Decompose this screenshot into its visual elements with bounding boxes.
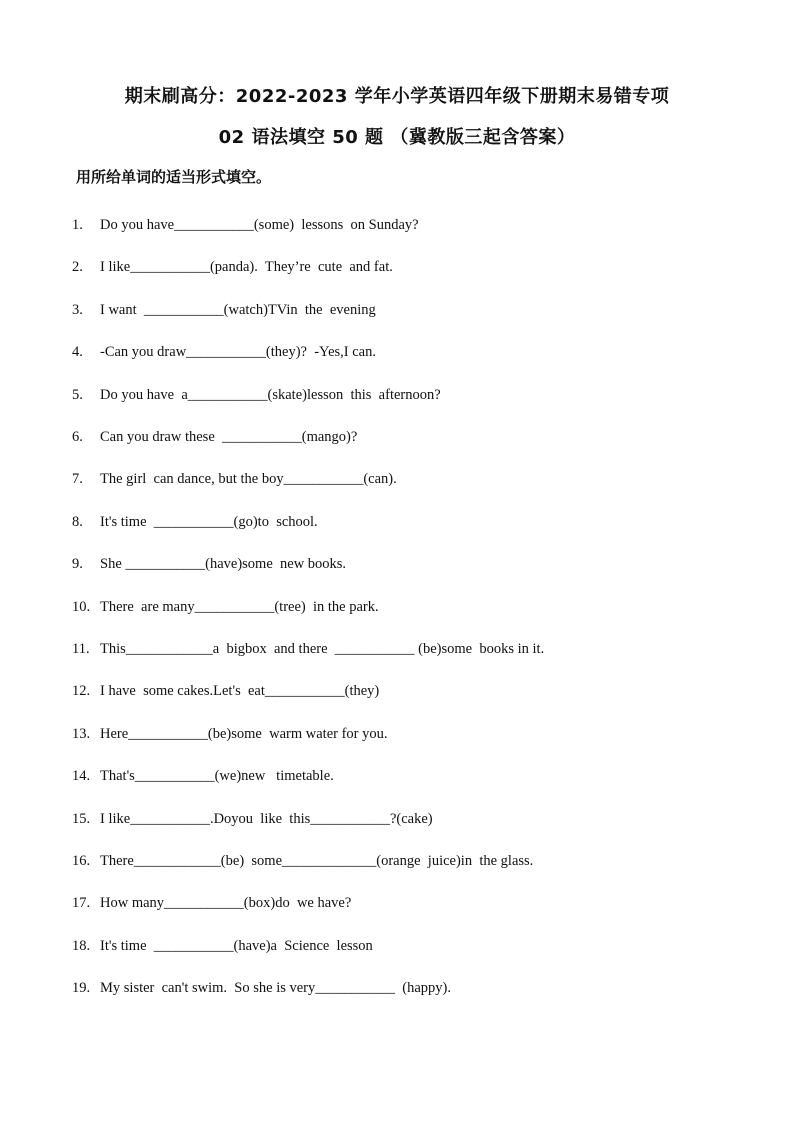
question-number: 17. bbox=[72, 895, 91, 911]
question-number: 15. bbox=[72, 811, 91, 827]
question-text: How many___________(box)do we have? bbox=[100, 895, 352, 911]
question-item bbox=[72, 215, 419, 235]
question-item bbox=[72, 469, 397, 489]
question-text: My sister can't swim. So she is very___________ (happy). bbox=[100, 980, 451, 996]
question-number: 3. bbox=[72, 302, 83, 318]
question-number: 5. bbox=[72, 387, 83, 403]
question-number: 19. bbox=[72, 980, 91, 996]
question-number: 13. bbox=[72, 726, 91, 742]
question-text: Do you have___________(some) lessons on Sunday? bbox=[100, 217, 419, 233]
question-number: 8. bbox=[72, 514, 83, 530]
question-item bbox=[72, 300, 376, 320]
page-title: 期末刷高分：2022-2023 学年小学英语四年级下册期末易错专项 bbox=[124, 86, 670, 107]
question-text: Can you draw these ___________(mango)? bbox=[100, 429, 358, 445]
question-item bbox=[72, 893, 351, 913]
question-number: 12. bbox=[72, 683, 91, 699]
question-item bbox=[72, 597, 379, 617]
question-text: This____________a bigbox and there ___________ (be)some books in it. bbox=[100, 641, 545, 657]
instruction-text: 用所给单词的适当形式填空。 bbox=[76, 168, 272, 186]
question-item bbox=[72, 851, 533, 871]
question-number: 9. bbox=[72, 556, 83, 572]
question-item bbox=[72, 936, 373, 956]
question-number: 11. bbox=[72, 641, 90, 657]
question-number: 6. bbox=[72, 429, 83, 445]
question-text: Here___________(be)some warm water for you. bbox=[100, 726, 388, 742]
question-item bbox=[72, 724, 388, 744]
question-item bbox=[72, 385, 441, 405]
page-subtitle: 02 语法填空 50 题 （冀教版三起含答案） bbox=[218, 127, 576, 148]
question-text: Do you have a___________(skate)lesson this afternoon? bbox=[100, 387, 441, 403]
question-item bbox=[72, 257, 393, 277]
question-item bbox=[72, 427, 357, 447]
question-number: 1. bbox=[72, 217, 83, 233]
question-number: 14. bbox=[72, 768, 91, 784]
question-number: 4. bbox=[72, 344, 83, 360]
question-item bbox=[72, 554, 346, 574]
question-number: 7. bbox=[72, 471, 83, 487]
question-item bbox=[72, 766, 334, 786]
question-number: 16. bbox=[72, 853, 91, 869]
question-text: She ___________(have)some new books. bbox=[100, 556, 347, 572]
question-text: The girl can dance, but the boy___________(can). bbox=[100, 471, 397, 487]
question-number: 18. bbox=[72, 938, 91, 954]
question-text: -Can you draw___________(they)? -Yes,I can. bbox=[100, 344, 376, 360]
question-text: I like___________.Doyou like this___________?(cake) bbox=[100, 811, 433, 827]
question-text: There are many___________(tree) in the park. bbox=[100, 599, 379, 615]
question-item bbox=[72, 681, 379, 701]
question-text: It's time ___________(go)to school. bbox=[100, 514, 318, 530]
question-item bbox=[72, 978, 451, 998]
question-text: I want ___________(watch)TVin the evening bbox=[100, 302, 376, 318]
question-text: It's time ___________(have)a Science lesson bbox=[100, 938, 373, 954]
question-item bbox=[72, 639, 544, 659]
question-item bbox=[72, 342, 376, 362]
question-text: I like___________(panda). They’re cute and fat. bbox=[100, 259, 393, 275]
question-item bbox=[72, 809, 433, 829]
question-text: That's___________(we)new timetable. bbox=[100, 768, 334, 784]
question-text: I have some cakes.Let's eat___________(they) bbox=[100, 683, 380, 699]
question-item bbox=[72, 512, 318, 532]
question-number: 2. bbox=[72, 259, 83, 275]
question-number: 10. bbox=[72, 599, 91, 615]
question-text: There____________(be) some_____________(orange juice)in the glass. bbox=[100, 853, 534, 869]
